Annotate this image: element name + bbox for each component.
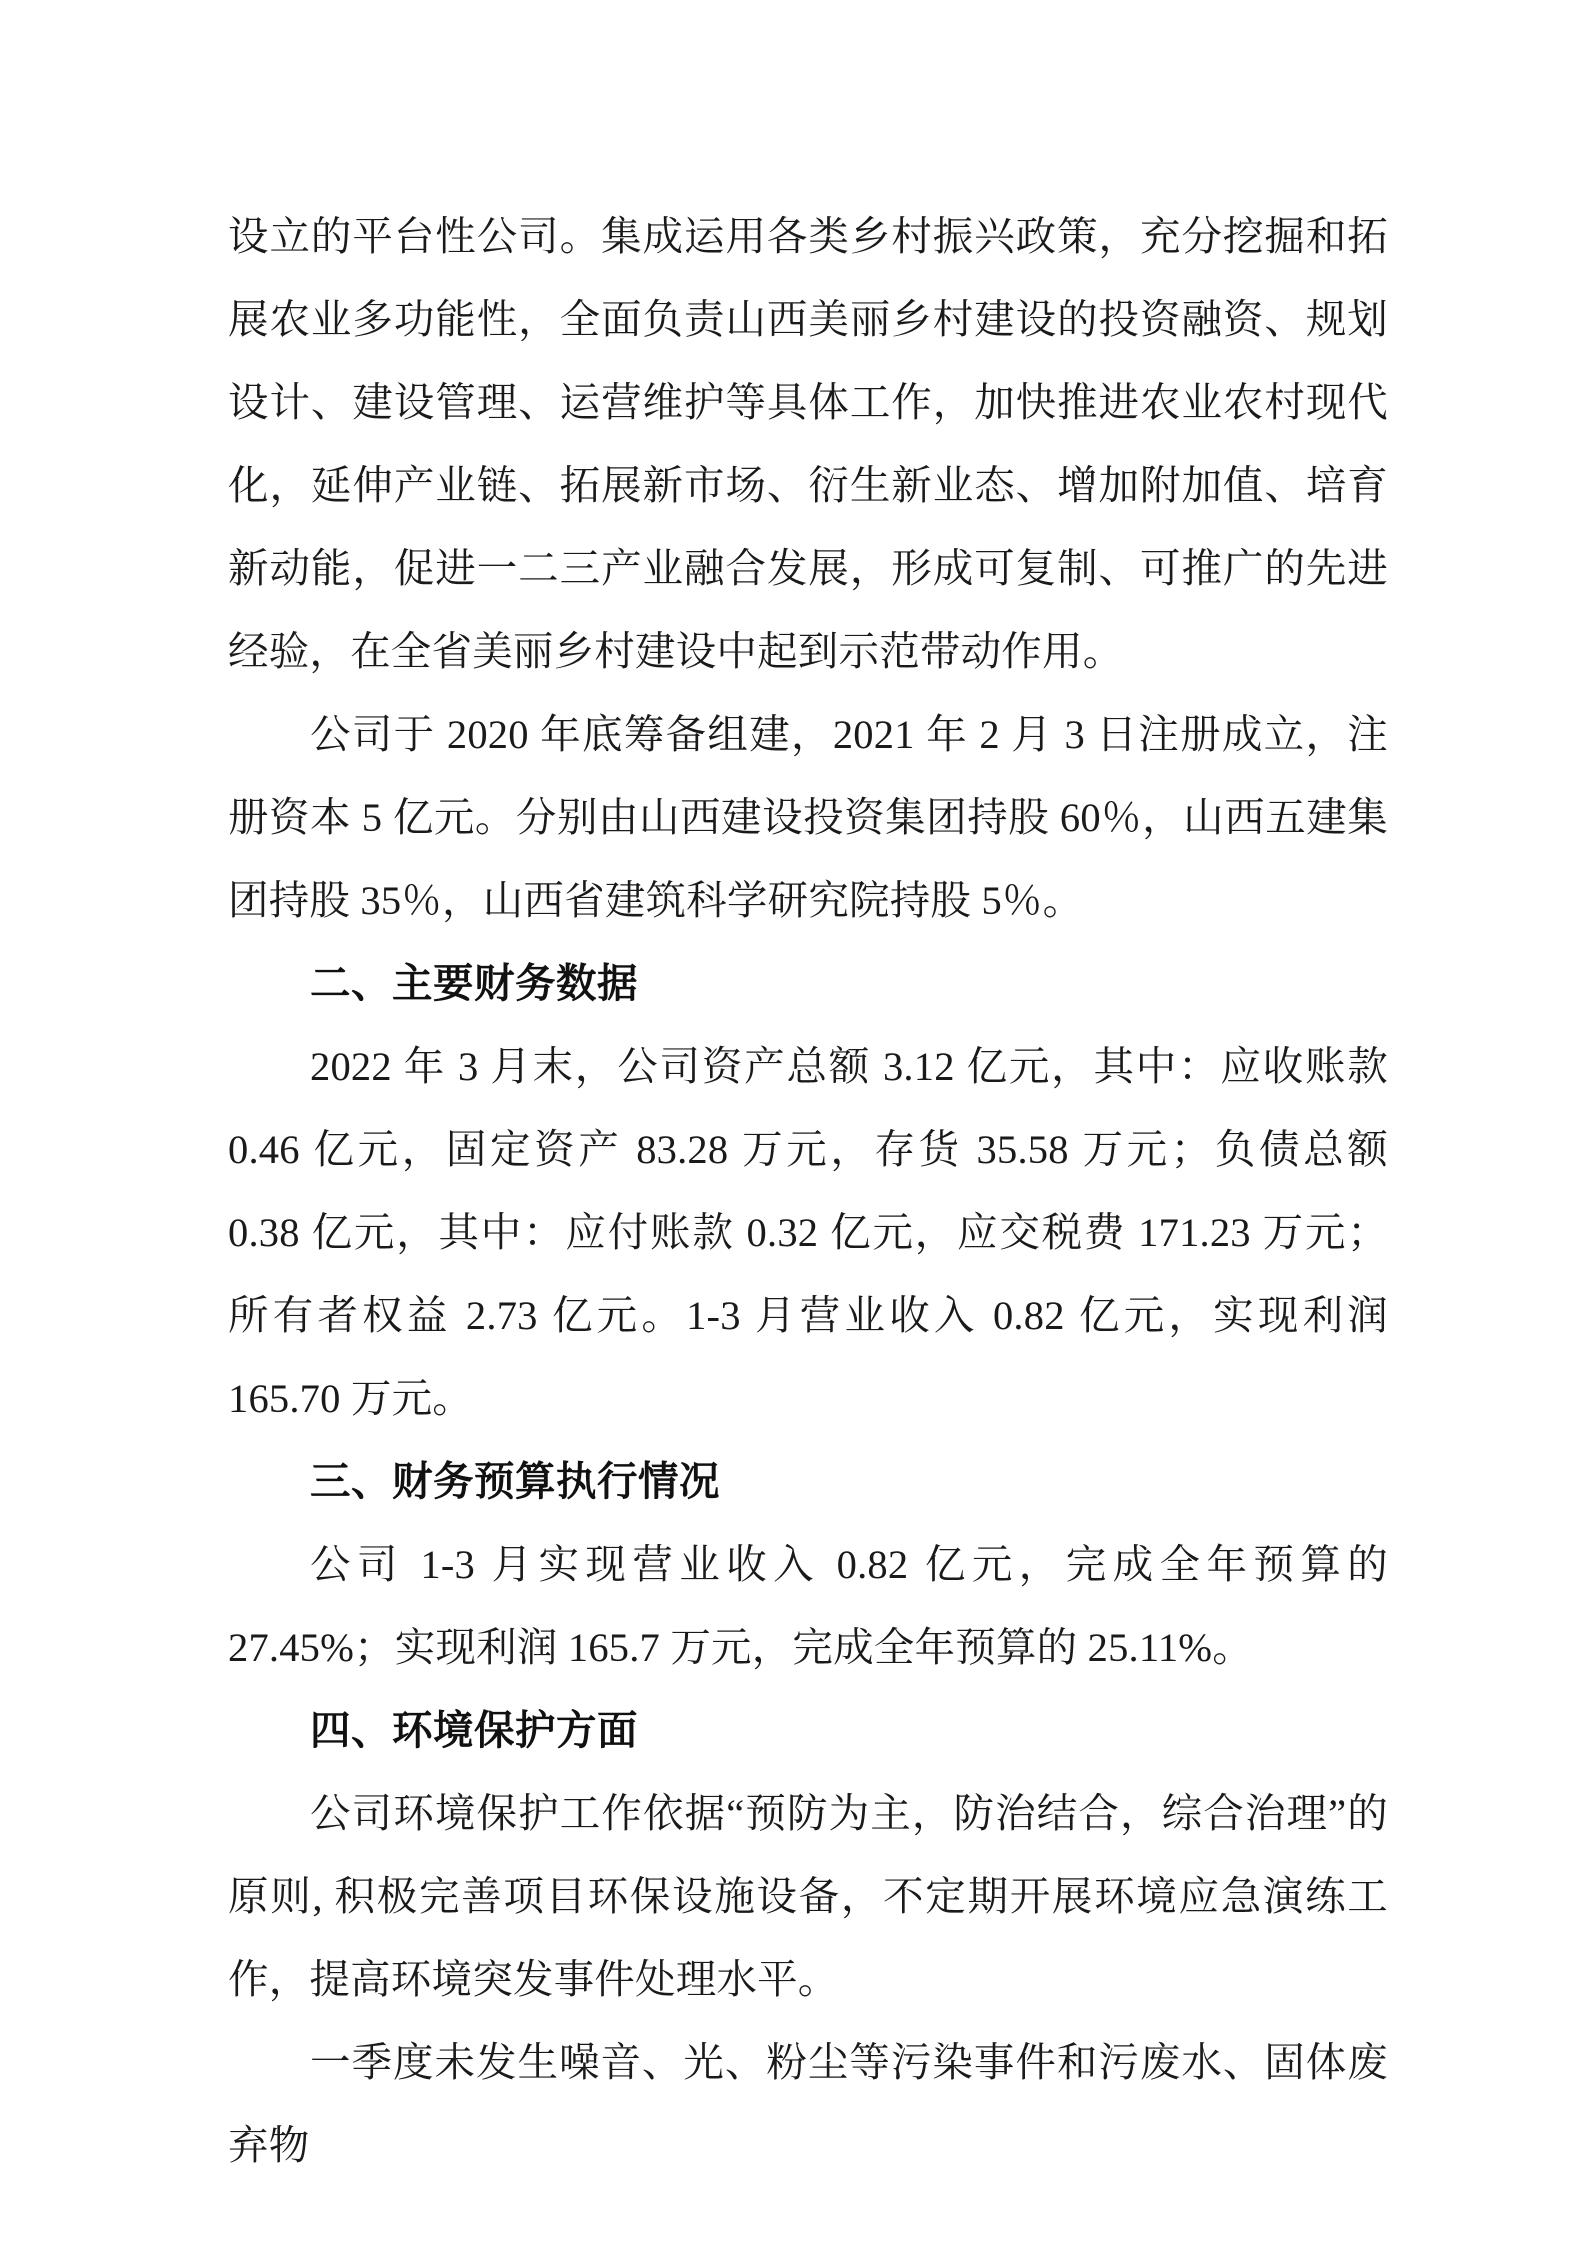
- section-heading-financial-data: 二、主要财务数据: [310, 961, 638, 1006]
- document-body: [228, 195, 1388, 2187]
- paragraph-budget-execution: 公司 1-3 月实现营业收入 0.82 亿元，完成全年预算的 27.45%；实现利润 165.7 万元，完成全年预算的 25.11%。: [228, 1542, 1388, 1670]
- paragraph-financial-data: 2022 年 3 月末，公司资产总额 3.12 亿元，其中：应收账款 0.46 亿元，固定资产 83.28 万元，存货 35.58 万元；负债总额 0.38 亿元，其中：应付账款 0.32 亿元，应交税费 171.23 万元；所有者权益 2.73 亿元。1-3 月营业收入 0.82 亿元，实现利润 165.70 万元。: [228, 1044, 1388, 1421]
- section-heading-environmental-protection: 四、环境保护方面: [310, 1708, 638, 1753]
- paragraph-continuation-company-overview: 设立的平台性公司。集成运用各类乡村振兴政策，充分挖掘和拓展农业多功能性，全面负责山西美丽乡村建设的投资融资、规划设计、建设管理、运营维护等具体工作，加快推进农业农村现代化，延伸产业链、拓展新市场、衍生新业态、增加附加值、培育新动能，促进一二三产业融合发展，形成可复制、可推广的先进经验，在全省美丽乡村建设中起到示范带动作用。: [228, 214, 1388, 674]
- paragraph-environmental-policy: 公司环境保护工作依据“预防为主，防治结合，综合治理”的原则, 积极完善项目环保设施设备，不定期开展环境应急演练工作，提高环境突发事件处理水平。: [228, 1791, 1388, 2002]
- paragraph-company-establishment: 公司于 2020 年底筹备组建，2021 年 2 月 3 日注册成立，注册资本 5 亿元。分别由山西建设投资集团持股 60％，山西五建集团持股 35％，山西省建筑科学研究院持股 5％。: [228, 712, 1388, 923]
- paragraph-quarter-pollution-status: 一季度未发生噪音、光、粉尘等污染事件和污废水、固体废弃物: [228, 2040, 1388, 2168]
- section-heading-budget-execution: 三、财务预算执行情况: [310, 1459, 720, 1504]
